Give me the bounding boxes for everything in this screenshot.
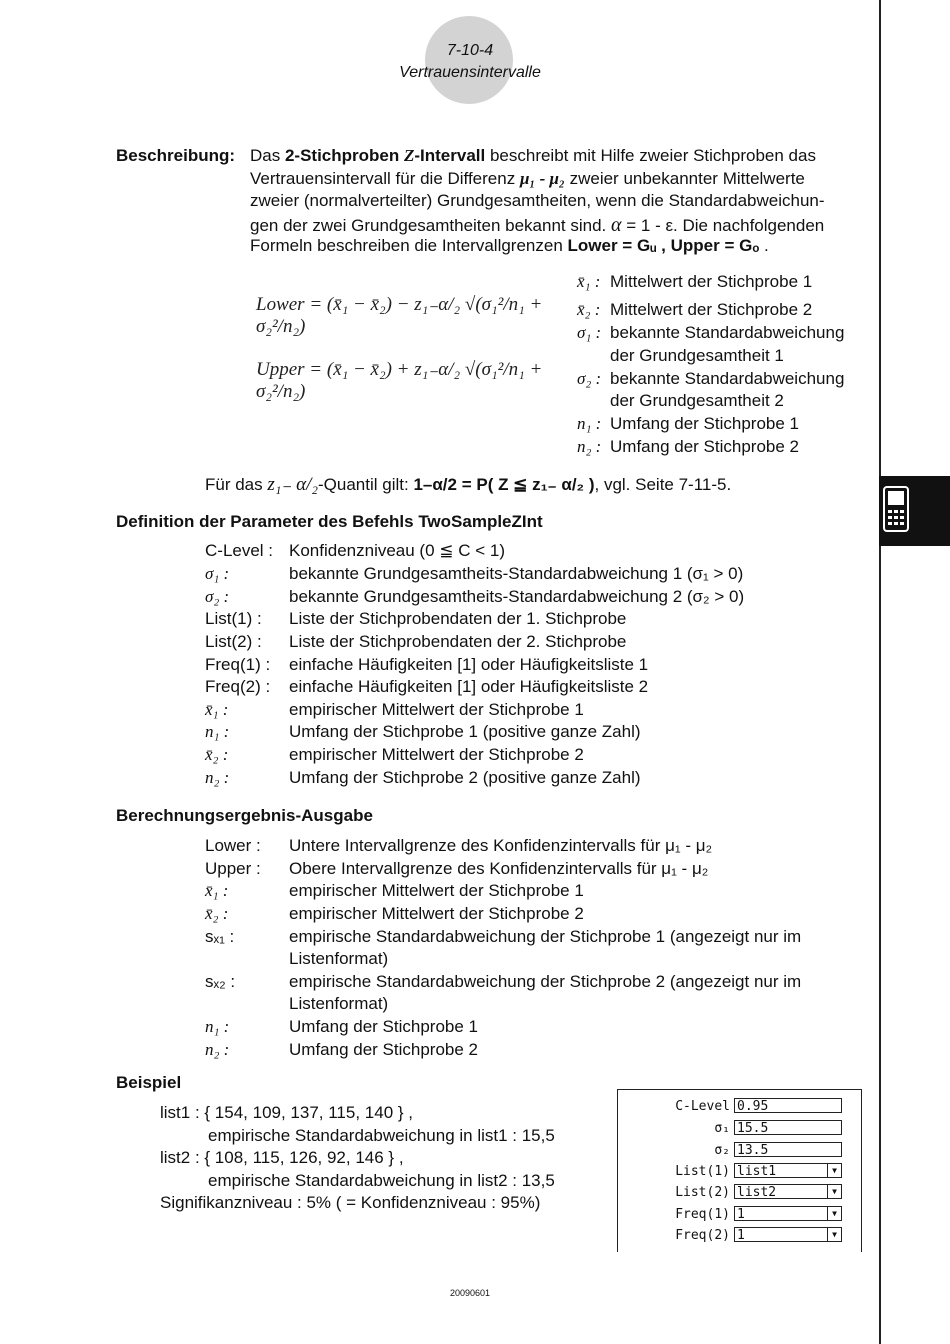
param-desc: Umfang der Stichprobe 2 (positive ganze Zahl): [289, 768, 641, 787]
params-title: Definition der Parameter des Befehls TwoSampleZInt: [116, 512, 543, 531]
param-label: n₂ :: [205, 768, 230, 787]
legend-text: bekannte Standardabweichung: [610, 369, 845, 388]
param-label: C-Level :: [205, 541, 274, 560]
dropdown-arrow-icon[interactable]: ▼: [827, 1207, 841, 1220]
param-label: x̄₂ :: [205, 745, 229, 764]
param-desc: empirischer Mittelwert der Stichprobe 2: [289, 745, 584, 764]
param-label: n₁ :: [205, 722, 230, 741]
description-line-1: Das 2-Stichproben Z-Intervall beschreibt mit Hilfe zweier Stichproben das: [250, 146, 816, 165]
example-list2: list2 : { 108, 115, 126, 92, 146 } ,: [160, 1148, 404, 1167]
legend-symbol: n₁ :: [577, 414, 602, 433]
result-desc: Untere Intervallgrenze des Konfidenzintervalls für μ₁ - μ₂: [289, 836, 713, 855]
result-label: n₁ :: [205, 1017, 230, 1036]
param-desc: Konfidenzniveau (0 ≦ C < 1): [289, 541, 506, 560]
header-circle: [425, 16, 513, 104]
description-label: Beschreibung:: [116, 146, 236, 165]
result-label: sₓ₂ :: [205, 972, 236, 991]
legend-text: Mittelwert der Stichprobe 2: [610, 300, 813, 319]
sigma2-input[interactable]: 13.5: [734, 1142, 842, 1157]
legend-text: Umfang der Stichprobe 1: [610, 414, 799, 433]
field-label-sigma2: σ₂: [714, 1143, 730, 1158]
list1-select[interactable]: list1 ▼: [734, 1163, 842, 1178]
result-desc: empirische Standardabweichung der Stichprobe 1 (angezeigt nur im: [289, 927, 802, 946]
result-label: Lower :: [205, 836, 261, 855]
legend-symbol: σ₁ :: [577, 323, 602, 342]
sigma1-input[interactable]: 15.5: [734, 1120, 842, 1135]
result-desc: empirischer Mittelwert der Stichprobe 1: [289, 881, 584, 900]
param-desc: bekannte Grundgesamtheits-Standardabweichung 2 (σ₂ > 0): [289, 587, 745, 606]
field-label-list1: List(1): [675, 1164, 730, 1179]
description-line-5: Formeln beschreiben die Intervallgrenzen Lower = Gᵤ , Upper = Gₒ .: [250, 236, 769, 255]
dropdown-arrow-icon[interactable]: ▼: [827, 1164, 841, 1177]
result-desc: Listenformat): [289, 949, 389, 968]
result-label: x̄₁ :: [205, 881, 229, 900]
section-title: Vertrauensintervalle: [399, 64, 541, 81]
param-desc: einfache Häufigkeiten [1] oder Häufigkeitsliste 2: [289, 677, 649, 696]
field-label-freq1: Freq(1): [675, 1207, 730, 1222]
upper-formula: Upper = (x̄₁ − x̄₂) + z₁₋α/₂ √(σ₁²/n₁ + σ₂²/n₂): [256, 359, 543, 402]
dropdown-arrow-icon[interactable]: ▼: [827, 1228, 841, 1241]
result-label: sₓ₁ :: [205, 927, 235, 946]
result-label: Upper :: [205, 859, 261, 878]
result-desc: Listenformat): [289, 994, 389, 1013]
dropdown-arrow-icon[interactable]: ▼: [827, 1185, 841, 1198]
param-desc: Liste der Stichprobendaten der 1. Stichprobe: [289, 609, 627, 628]
legend-text: Umfang der Stichprobe 2: [610, 437, 799, 456]
results-title: Berechnungsergebnis-Ausgabe: [116, 806, 373, 825]
description-line-3: zweier (normalverteilter) Grundgesamtheiten, wenn die Standardabweichun-: [250, 191, 825, 210]
result-desc: Umfang der Stichprobe 2: [289, 1040, 478, 1059]
param-label: σ₁ :: [205, 564, 230, 583]
result-label: x̄₂ :: [205, 904, 229, 923]
field-label-freq2: Freq(2): [675, 1228, 730, 1243]
param-label: List(1) :: [205, 609, 262, 628]
param-desc: Umfang der Stichprobe 1 (positive ganze Zahl): [289, 722, 641, 741]
result-desc: Umfang der Stichprobe 1: [289, 1017, 478, 1036]
field-label-sigma1: σ₁: [714, 1121, 730, 1136]
param-label: List(2) :: [205, 632, 262, 651]
freq2-select[interactable]: 1 ▼: [734, 1227, 842, 1242]
example-significance: Signifikanzniveau : 5% ( = Konfidenzniveau : 95%): [160, 1193, 541, 1212]
quantile-line: Für das z₁₋ α/₂-Quantil gilt: 1–α/2 = P( Z ≦ z₁₋ α/₂ ), vgl. Seite 7-11-5.: [205, 474, 732, 495]
legend-symbol: x̄₂ :: [577, 300, 601, 319]
right-margin-line: [879, 0, 881, 1344]
legend-text: Mittelwert der Stichprobe 1: [610, 272, 813, 291]
param-desc: einfache Häufigkeiten [1] oder Häufigkeitsliste 1: [289, 655, 649, 674]
legend-symbol: σ₂ :: [577, 369, 602, 388]
param-desc: bekannte Grundgesamtheits-Standardabweichung 1 (σ₁ > 0): [289, 564, 744, 583]
param-desc: Liste der Stichprobendaten der 2. Stichprobe: [289, 632, 627, 651]
calculator-screen: [617, 1089, 862, 1252]
param-label: Freq(2) :: [205, 677, 271, 696]
example-list2-sd: empirische Standardabweichung in list2 : 13,5: [208, 1171, 555, 1190]
legend-symbol: x̄₁ :: [577, 272, 601, 291]
example-title: Beispiel: [116, 1073, 182, 1092]
lower-formula: Lower = (x̄₁ − x̄₂) − z₁₋α/₂ √(σ₁²/n₁ + σ₂²/n₂): [256, 294, 543, 337]
field-label-list2: List(2): [675, 1185, 730, 1200]
description-line-2: Vertrauensintervall für die Differenz μ₁ - μ₂ zweier unbekannter Mittelwerte: [250, 169, 805, 188]
list2-select[interactable]: list2 ▼: [734, 1184, 842, 1199]
param-label: x̄₁ :: [205, 700, 229, 719]
example-list1: list1 : { 154, 109, 137, 115, 140 } ,: [160, 1103, 413, 1122]
result-label: n₂ :: [205, 1040, 230, 1059]
param-label: Freq(1) :: [205, 655, 271, 674]
c-level-input[interactable]: 0.95: [734, 1098, 842, 1113]
param-label: σ₂ :: [205, 587, 230, 606]
result-desc: empirische Standardabweichung der Stichprobe 2 (angezeigt nur im: [289, 972, 802, 991]
page-number: 7-10-4: [446, 42, 494, 59]
field-label-c-level: C-Level: [675, 1099, 730, 1114]
legend-text: der Grundgesamtheit 1: [610, 346, 784, 365]
legend-symbol: n₂ :: [577, 437, 602, 456]
result-desc: empirischer Mittelwert der Stichprobe 2: [289, 904, 584, 923]
legend-text: bekannte Standardabweichung: [610, 323, 845, 342]
calculator-icon: [883, 486, 909, 532]
legend-text: der Grundgesamtheit 2: [610, 391, 784, 410]
freq1-select[interactable]: 1 ▼: [734, 1206, 842, 1221]
footer-code: 20090601: [449, 1288, 491, 1298]
param-desc: empirischer Mittelwert der Stichprobe 1: [289, 700, 584, 719]
result-desc: Obere Intervallgrenze des Konfidenzintervalls für μ₁ - μ₂: [289, 859, 709, 878]
chapter-tab: [879, 476, 950, 546]
description-line-4: gen der zwei Grundgesamtheiten bekannt sind. α = 1 - ε. Die nachfolgenden: [250, 214, 825, 236]
example-list1-sd: empirische Standardabweichung in list1 : 15,5: [208, 1126, 555, 1145]
